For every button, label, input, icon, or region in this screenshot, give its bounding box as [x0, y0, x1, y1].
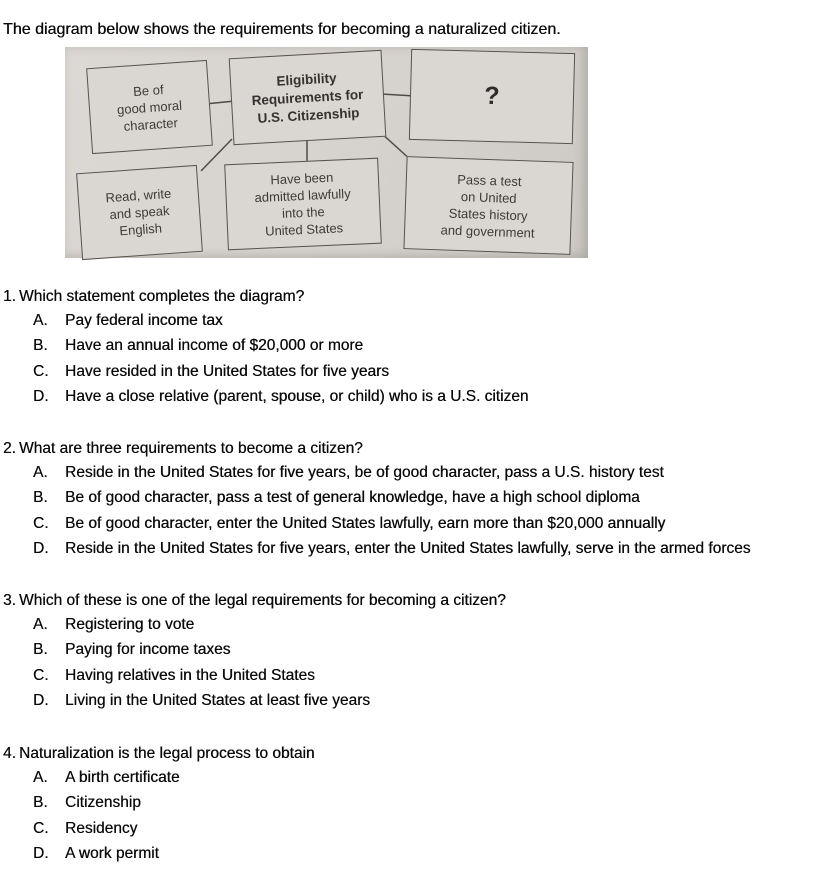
diagram-box-eligibility-requirements: Eligibility Requirements for U.S. Citizenship [229, 50, 387, 145]
option-letter: B. [33, 337, 48, 355]
answer-option [3, 615, 819, 640]
option-letter: A. [33, 464, 48, 481]
option-letter: D. [33, 388, 49, 406]
diagram-box-pass-history-test: Pass a test on United States history and government [403, 156, 573, 255]
question-number: 4. [3, 745, 16, 762]
question-text: What are three requirements to become a citizen? [19, 440, 363, 457]
naturalization-diagram-photo [65, 47, 588, 258]
question-2 [3, 439, 819, 565]
question-2-line [3, 439, 819, 463]
option-text: Registering to vote [65, 616, 195, 633]
answer-option [3, 362, 819, 387]
option-letter: D. [33, 692, 49, 710]
question-1 [3, 287, 819, 413]
option-letter: A. [33, 616, 48, 633]
option-letter: D. [33, 845, 49, 863]
option-text: Paying for income taxes [65, 641, 231, 659]
question-number: 3. [3, 592, 16, 609]
option-text: Reside in the United States for five years, enter the United States lawfully, serve in the armed forces [65, 540, 751, 558]
answer-option [3, 768, 819, 793]
question-text: Naturalization is the legal process to obtain [19, 745, 315, 762]
answer-option [3, 488, 819, 513]
diagram-box-good-moral-character: Be of good moral character [86, 60, 213, 154]
option-letter: A. [33, 769, 48, 786]
option-text: A work permit [65, 845, 159, 863]
answer-option [3, 539, 819, 564]
option-text: Have resided in the United States for five years [65, 362, 389, 380]
question-3 [3, 591, 819, 717]
option-text: Have a close relative (parent, spouse, or child) who is a U.S. citizen [65, 388, 529, 406]
answer-option [3, 463, 819, 488]
option-letter: B. [33, 794, 48, 812]
option-letter: B. [33, 641, 48, 659]
option-letter: C. [33, 514, 49, 532]
answer-option [3, 336, 819, 361]
option-letter: A. [33, 312, 48, 329]
question-3-line [3, 591, 819, 615]
diagram-box-admitted-lawfully: Have been admitted lawfully into the United States [224, 158, 382, 251]
answer-option [3, 666, 819, 691]
option-text: Have an annual income of $20,000 or more [65, 337, 364, 355]
answer-option [3, 793, 819, 818]
option-letter: D. [33, 540, 49, 558]
diagram-box-question-mark: ? [409, 49, 575, 144]
diagram-box-read-write-english: Read, write and speak English [76, 165, 203, 260]
page-title: The diagram below shows the requirements for becoming a naturalized citizen. [3, 21, 561, 38]
answer-option [3, 311, 819, 336]
answer-option [3, 640, 819, 665]
option-text: Reside in the United States for five years, be of good character, pass a U.S. history test [65, 464, 664, 481]
option-letter: C. [33, 666, 49, 684]
option-text: Pay federal income tax [65, 312, 223, 329]
question-text: Which of these is one of the legal requirements for becoming a citizen? [19, 592, 506, 609]
answer-option [3, 387, 819, 412]
option-letter: B. [33, 489, 48, 507]
option-text: Citizenship [65, 794, 141, 812]
question-number: 2. [3, 440, 16, 457]
option-text: Living in the United States at least five years [65, 692, 370, 710]
option-text: Residency [65, 819, 138, 837]
question-4-line [3, 744, 819, 768]
option-text: A birth certificate [65, 769, 180, 786]
answer-option [3, 819, 819, 844]
question-number: 1. [3, 288, 16, 305]
option-letter: C. [33, 819, 49, 837]
question-4 [3, 744, 819, 870]
answer-option [3, 844, 819, 869]
option-letter: C. [33, 362, 49, 380]
question-text: Which statement completes the diagram? [19, 288, 305, 305]
answer-option [3, 691, 819, 716]
option-text: Be of good character, pass a test of general knowledge, have a high school diploma [65, 489, 640, 507]
question-1-line [3, 287, 819, 311]
option-text: Be of good character, enter the United States lawfully, earn more than $20,000 annually [65, 514, 666, 532]
option-text: Having relatives in the United States [65, 666, 315, 684]
answer-option [3, 514, 819, 539]
